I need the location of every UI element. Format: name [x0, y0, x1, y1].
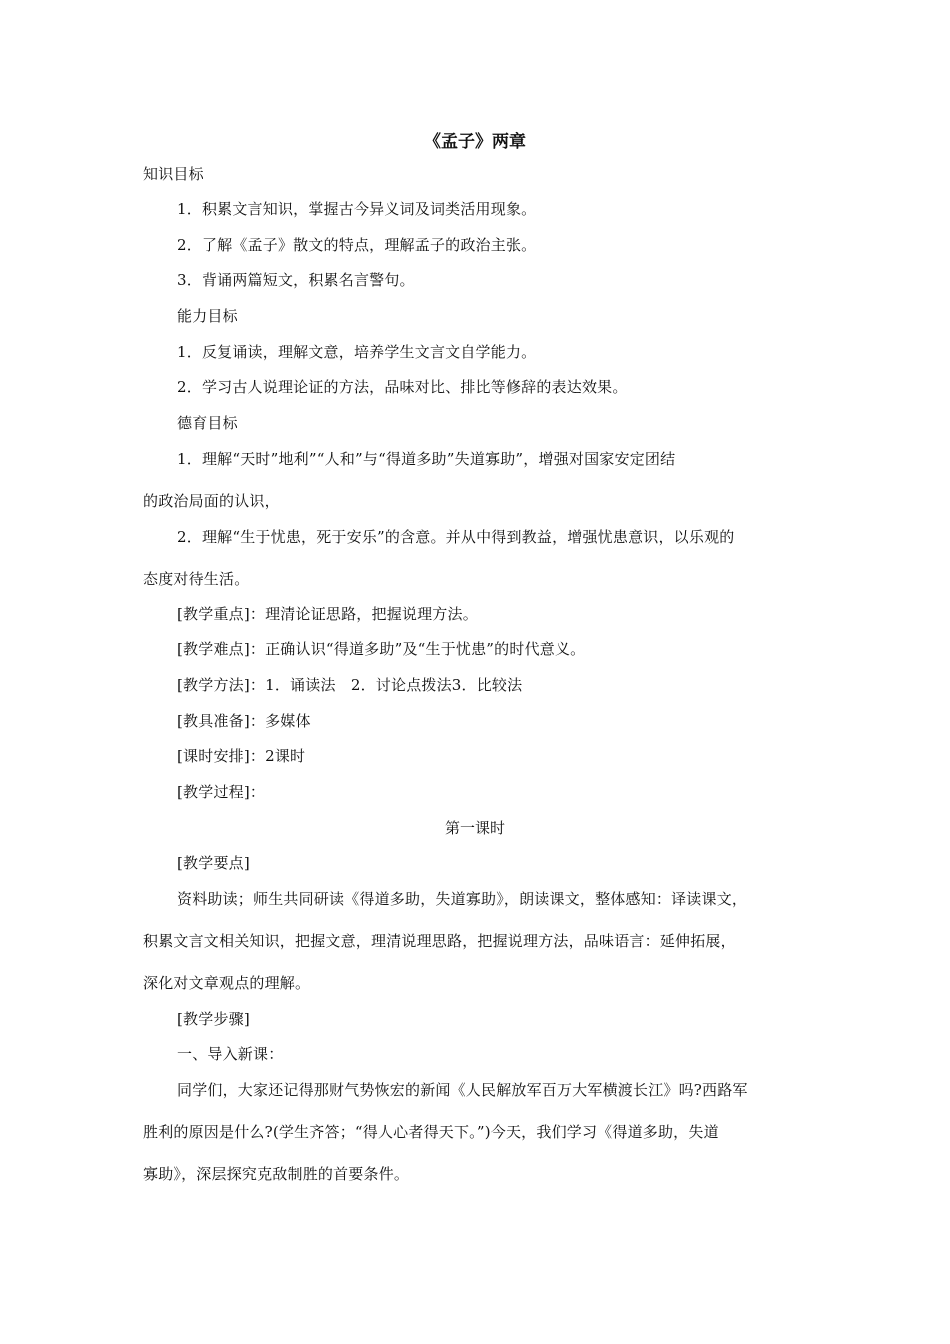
teaching-methods: [教学方法]：1．诵读法 2．讨论点拨法3．比较法: [177, 676, 523, 694]
intro-paragraph-line: 胜利的原因是什么?(学生齐答；“得人心者得天下。”)今天，我们学习《得道多助，失道: [143, 1123, 719, 1141]
lesson-points-line: 深化对文章观点的理解。: [143, 974, 311, 992]
knowledge-item: 2．了解《孟子》散文的特点，理解孟子的政治主张。: [177, 236, 537, 254]
lesson-title: 第一课时: [444, 819, 505, 837]
intro-paragraph-line: 寡助》，深层探究克敌制胜的首要条件。: [143, 1165, 410, 1183]
moral-heading: 德育目标: [177, 414, 238, 432]
ability-item: 2．学习古人说理论证的方法，品味对比、排比等修辞的表达效果。: [177, 378, 628, 396]
class-schedule: [课时安排]：2课时: [177, 747, 306, 765]
intro-paragraph-line: 同学们，大家还记得那财气势恢宏的新闻《人民解放军百万大军横渡长江》吗?西路军: [177, 1081, 748, 1099]
intro-heading: 一、导入新课：: [177, 1045, 284, 1063]
teaching-process: [教学过程]：: [177, 783, 266, 801]
ability-heading: 能力目标: [177, 307, 238, 325]
moral-item-1-cont: 的政治局面的认识，: [143, 492, 280, 510]
knowledge-item: 1．积累文言知识，掌握古今异义词及词类活用现象。: [177, 200, 537, 218]
knowledge-item: 3．背诵两篇短文，积累名言警句。: [177, 271, 415, 289]
difficulty: [教学难点]：正确认识“得道多助”及“生于忧患”的时代意义。: [177, 640, 586, 658]
knowledge-heading: 知识目标: [143, 165, 204, 183]
moral-item-1: 1．理解“天时”地利”“人和”与“得道多助”失道寡助”，增强对国家安定团结: [177, 450, 676, 468]
lesson-points-heading: [教学要点]: [177, 854, 250, 872]
steps-heading: [教学步骤]: [177, 1010, 250, 1028]
ability-item: 1．反复诵读，理解文意，培养学生文言文自学能力。: [177, 343, 537, 361]
key-point: [教学重点]：理清论证思路，把握说理方法。: [177, 605, 478, 623]
moral-item-2: 2．理解“生于忧患，死于安乐”的含意。并从中得到教益，增强忧患意识，以乐观的: [177, 528, 735, 546]
lesson-points-line: 积累文言文相关知识，把握文意，理清说理思路，把握说理方法，品味语言：延伸拓展，: [143, 932, 736, 950]
lesson-points-line: 资料助读；师生共同研读《得道多助，失道寡助》，朗读课文，整体感知：译读课文，: [177, 890, 748, 908]
moral-item-2-cont: 态度对待生活。: [143, 570, 250, 588]
teaching-tools: [教具准备]：多媒体: [177, 712, 311, 730]
page-title: 《孟子》两章: [424, 132, 526, 152]
